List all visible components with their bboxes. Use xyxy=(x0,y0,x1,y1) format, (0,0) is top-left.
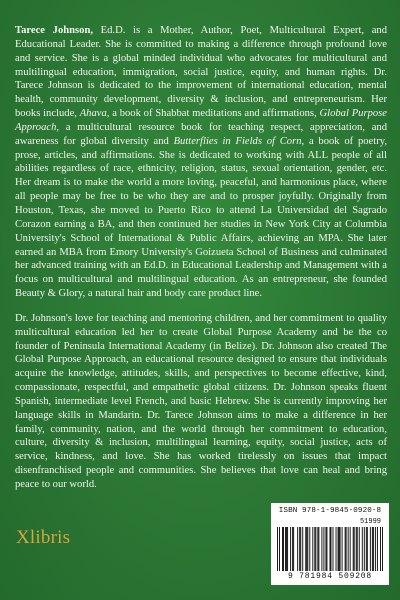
barcode-bars xyxy=(277,527,383,571)
author-name: Tarece Johnson, xyxy=(15,25,93,36)
bio-text: , a multicultural resource book for teaching respect, appreciation, and awareness for global diversity and xyxy=(15,121,387,147)
bio-paragraph-1 xyxy=(15,24,387,301)
price-code: 51999 xyxy=(359,518,381,526)
publisher-logo: Xlibris xyxy=(16,527,71,548)
book-title: Global Purpose Approach xyxy=(15,108,388,133)
bio-text: Ed.D. is a Mother, Author, Poet, Multicultural Expert, and Educational Leader. She is committed to making a difference through profound love and service. She is a global minded individual who advocates for multicultural and multilingual education, immigration, social justice, equity, and human rights. Dr. Tarece Johnson is dedicated to the improvement of international education, mental health, community development, diversity & inclusion, and entrepreneurism. Her books include, xyxy=(15,25,387,120)
book-title: Butterflies in Fields of Corn xyxy=(173,135,302,147)
isbn-label: ISBN 978-1-9845-0920-8 xyxy=(278,507,382,515)
isbn-barcode xyxy=(271,503,389,585)
book-title: Ahava xyxy=(79,108,107,120)
author-bio xyxy=(15,24,387,492)
barcode-digits: 9 781984 509208 xyxy=(287,572,372,581)
bio-text: , a book of Shabbat meditations and affirmations, xyxy=(106,108,320,120)
bio-text: , a book of poetry, prose, articles, and affirmations. She is dedicated to working with ALL people of all abilities regardless of race, ethnicity, religion, status, sexual orientation, gender, etc. Her dream is to make the world a more loving, peaceful, and harmonious place, where all people may be free to be who they are and to prosper joyfully. Originally from Houston, Texas, she moved to Puerto Rico to attend La Universidad del Sagrado Corazon earning a BA, and then continued her studies in New York City at Columbia University's School of International & Public Affairs, achieving an MPA. She later earned an MBA from Emory University's Goizueta School of Business and culminated her advanced training with an Ed.D. in Educational Leadership and Management with a focus on multicultural and multilingual education. As an entrepreneur, she founded Beauty & Glory, a natural hair and body care product line. xyxy=(15,135,387,300)
bio-paragraph-2: Dr. Johnson's love for teaching and mentoring children, and her commitment to quality multicultural education led her to create Global Purpose Academy and be the co founder of Peninsula International Academy (in Belize). Dr. Johnson also created The Global Purpose Approach, an educational resource designed to ensure that individuals acquire the knowledge, attitudes, skills, and perspectives to become effective, kind, compassionate, respectful, and empathetic global citizens. Dr. Johnson speaks fluent Spanish, intermediate level French, and basic Hebrew. She is currently improving her language skills in Mandarin. Dr. Tarece Johnson aims to make a difference in her family, community, nation, and the world through her commitment to education, culture, diversity & inclusion, multilingual learning, equity, social justice, acts of service, kindness, and love. She has worked tirelessly on issues that impact disenfranchised people and communities. She believes that love can heal and bring peace to our world. xyxy=(15,312,387,490)
